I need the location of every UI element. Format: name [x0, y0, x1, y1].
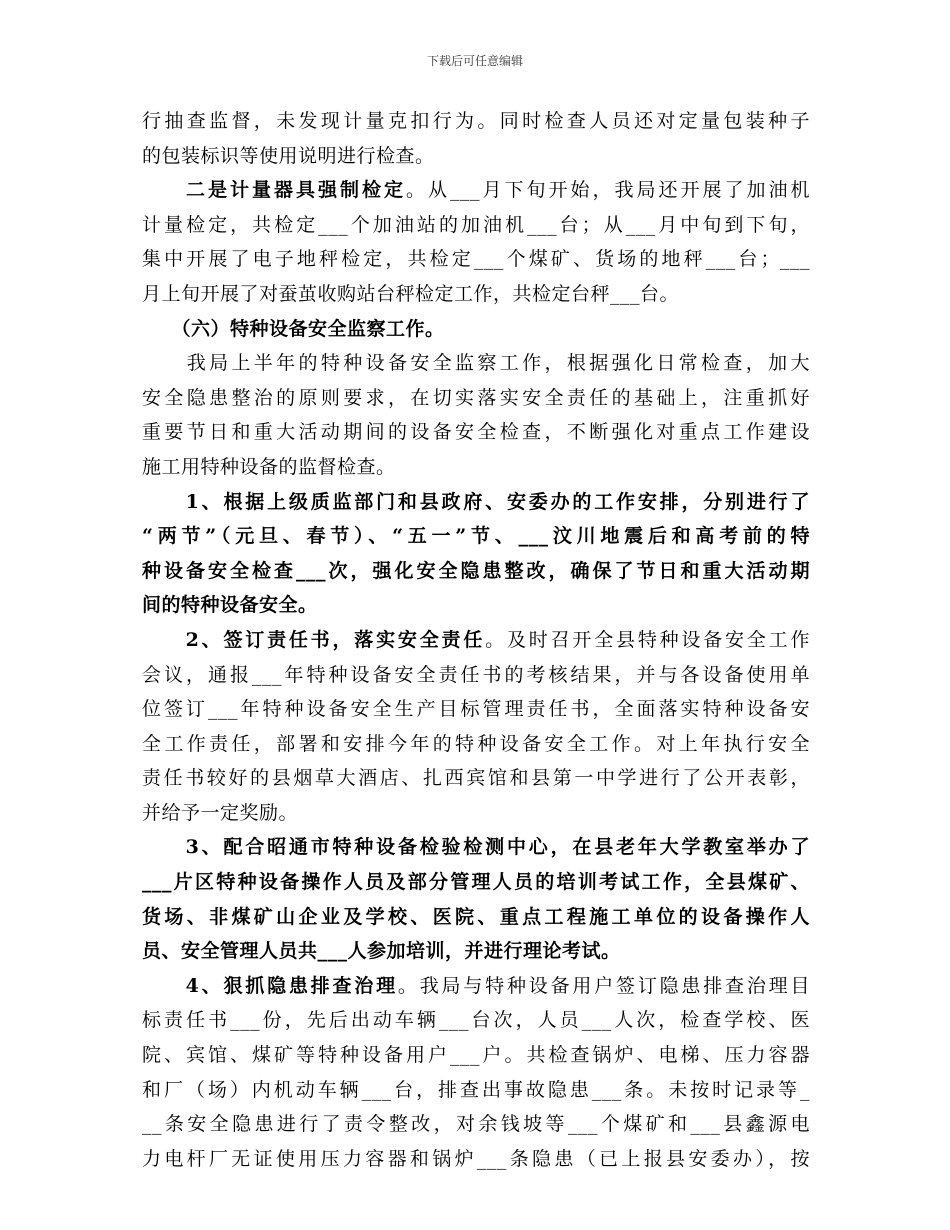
- body-text: 我局上半年的特种设备安全监察工作，根据强化日常检查，加大: [142, 352, 810, 375]
- body-text: __条安全隐患进行了责令整改，对余钱坡等___个煤矿和___县鑫源电: [142, 1113, 810, 1136]
- body-text: 标责任书___份，先后出动车辆___台次，人员___人次，检查学校、医: [142, 1009, 810, 1032]
- text-line: [142, 1142, 810, 1177]
- body-text: 施工用特种设备的监督检查。: [142, 455, 396, 478]
- text-line: [142, 658, 810, 693]
- body-text: 安全隐患整治的原则要求，在切实落实安全责任的基础上，注重抓好: [142, 386, 810, 409]
- text-line: [142, 139, 810, 174]
- text-line: [142, 554, 810, 589]
- document-body: [142, 104, 810, 1176]
- bold-heading-text: 1、根据上级质监部门和县政府、安委办的工作安排，分别进行了: [142, 490, 810, 513]
- body-text: 。及时召开全县特种设备安全工作: [485, 628, 810, 651]
- body-text: 月上旬开展了对蚕茧收购站台秤检定工作，共检定台秤___台。: [142, 282, 680, 305]
- page-header: 下载后可任意编辑: [426, 54, 523, 68]
- body-text: 。我局与特种设备用户签订隐患排查治理目: [397, 974, 810, 997]
- text-line: [142, 969, 810, 1004]
- body-text: 力电杆厂无证使用压力容器和锅炉___条隐患（已上报县安委办），按: [142, 1147, 810, 1170]
- text-line: [142, 830, 810, 865]
- text-line: [142, 623, 810, 658]
- body-text: 的包装标识等使用说明进行检查。: [142, 144, 435, 167]
- text-line: [142, 1107, 810, 1142]
- text-line: [142, 485, 810, 520]
- text-line: [142, 415, 810, 450]
- body-text: 并给予一定奖励。: [142, 801, 299, 824]
- text-line: [142, 312, 810, 347]
- body-text: 位签订___年特种设备安全生产目标管理责任书，全面落实特种设备安: [142, 698, 810, 721]
- text-line: [142, 761, 810, 796]
- text-line: [142, 450, 810, 485]
- body-text: 会议，通报___年特种设备安全责任书的考核结果，并与各设备使用单: [142, 663, 810, 686]
- bold-heading-text: （六）特种设备安全监察工作。: [142, 317, 445, 340]
- text-line: [142, 900, 810, 935]
- body-text: 行抽查监督，未发现计量克扣行为。同时检查人员还对定量包装种子: [142, 110, 810, 132]
- text-line: [142, 208, 810, 243]
- body-text: 全工作责任，部署和安排今年的特种设备安全工作。对上年执行安全: [142, 732, 810, 755]
- bold-heading-text: 员、安全管理人员共___人参加培训，并进行理论考试。: [142, 940, 621, 963]
- bold-heading-text: 4、狠抓隐患排查治理: [142, 974, 398, 997]
- bold-heading-text: 货场、非煤矿山企业及学校、医院、重点工程施工单位的设备操作人: [142, 905, 810, 928]
- text-line: [142, 692, 810, 727]
- text-line: [142, 796, 810, 831]
- text-line: [142, 727, 810, 762]
- bold-heading-text: ___片区特种设备操作人员及部分管理人员的培训考试工作，全县煤矿、: [142, 871, 810, 894]
- body-text: 和厂（场）内机动车辆___台，排查出事故隐患___条。未按时记录等_: [142, 1078, 810, 1101]
- body-text: 计量检定，共检定___个加油站的加油机___台；从___月中旬到下旬，: [142, 213, 810, 236]
- body-text: 。从___月下旬开始，我局还开展了加油机: [406, 179, 810, 202]
- bold-heading-text: 二是计量器具强制检定: [142, 179, 406, 202]
- body-text: 责任书较好的县烟草大酒店、扎西宾馆和县第一中学进行了公开表彰，: [142, 767, 810, 790]
- text-line: [142, 1073, 810, 1108]
- text-line: [142, 242, 810, 277]
- bold-heading-text: 3、配合昭通市特种设备检验检测中心，在县老年大学教室举办了: [142, 836, 810, 859]
- body-text: 院、宾馆、煤矿等特种设备用户___户。共检查锅炉、电梯、压力容器: [142, 1044, 810, 1067]
- text-line: [142, 519, 810, 554]
- bold-heading-text: 种设备安全检查___次，强化安全隐患整改，确保了节日和重大活动期: [142, 559, 810, 582]
- bold-heading-text: 间的特种设备安全。: [142, 594, 318, 617]
- text-line: [142, 104, 810, 139]
- text-line: [142, 934, 810, 969]
- text-line: [142, 346, 810, 381]
- text-line: [142, 381, 810, 416]
- text-line: [142, 588, 810, 623]
- text-line: [142, 173, 810, 208]
- text-line: [142, 1003, 810, 1038]
- body-text: 重要节日和重大活动期间的设备安全检查，不断强化对重点工作建设: [142, 421, 810, 444]
- body-text: 集中开展了电子地秤检定，共检定___个煤矿、货场的地秤___台；___: [142, 248, 810, 271]
- text-line: [142, 865, 810, 900]
- text-line: [142, 1038, 810, 1073]
- bold-heading-text: “两节”（元旦、春节）、“五一”节、___汶川地震后和高考前的特: [142, 525, 810, 548]
- text-line: [142, 277, 810, 312]
- bold-heading-text: 2、签订责任书，落实安全责任: [142, 628, 486, 651]
